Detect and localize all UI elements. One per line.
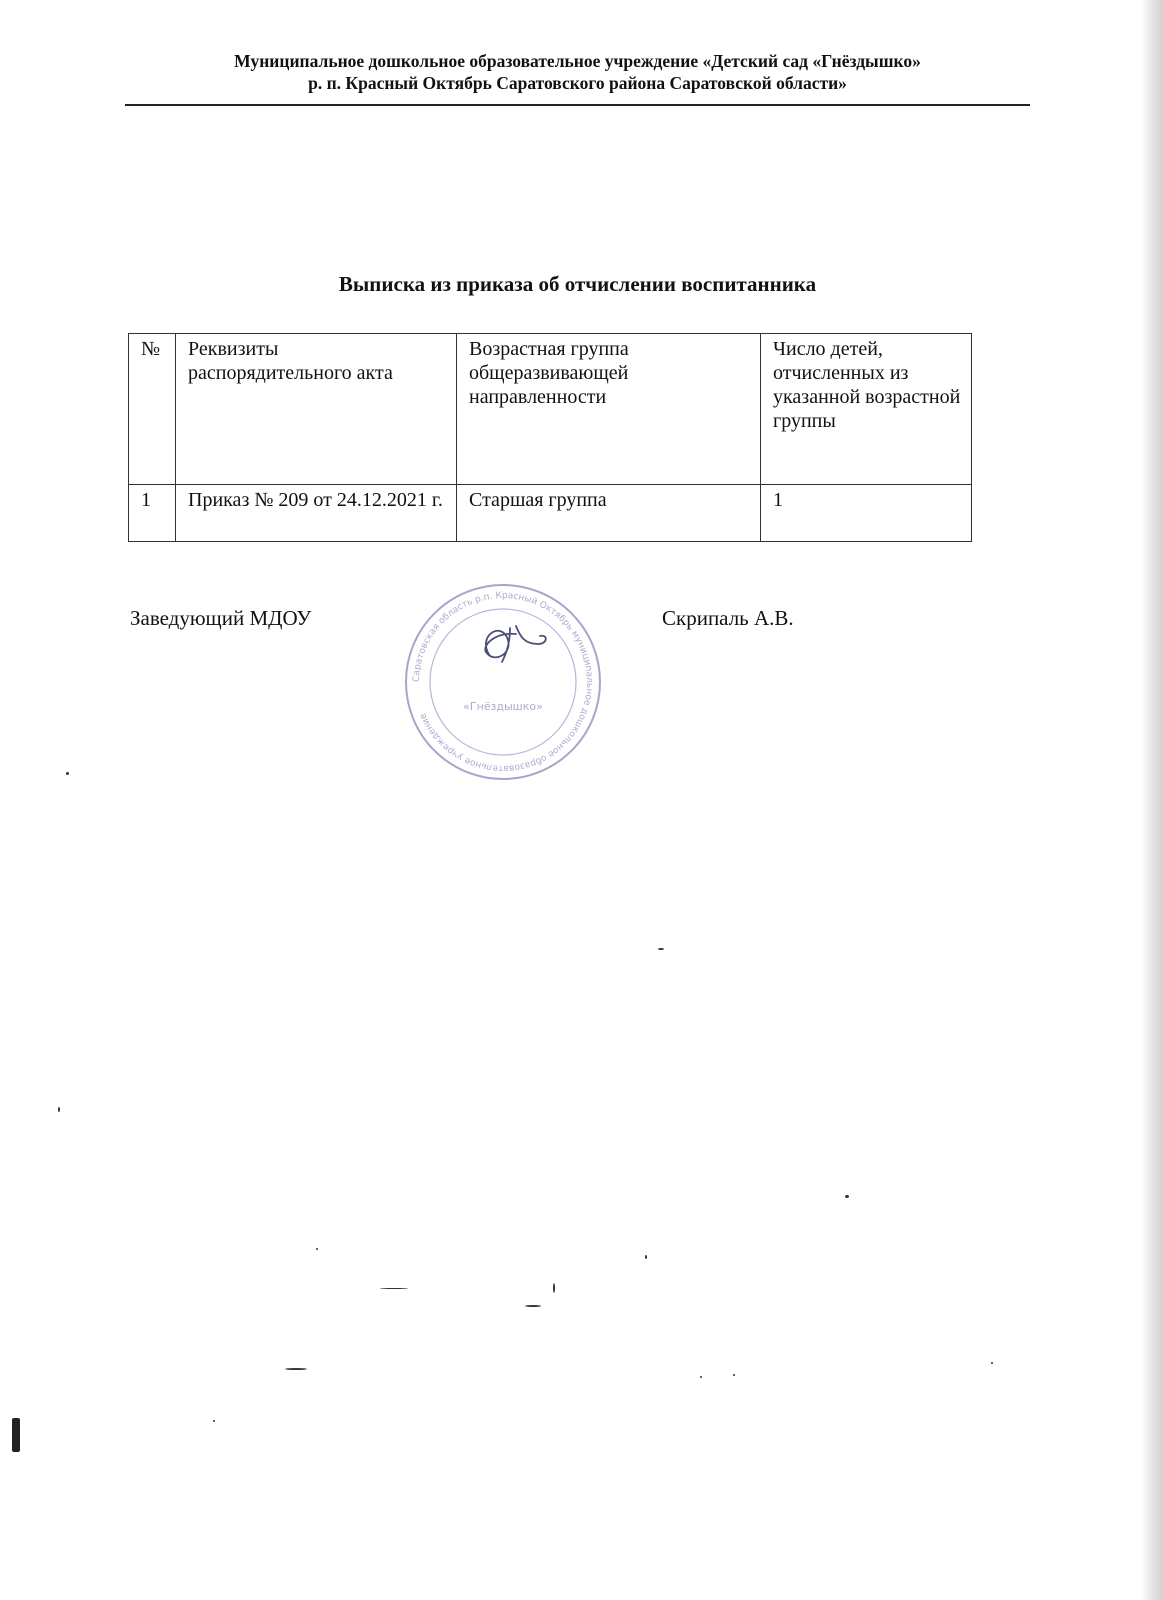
- header-line-1: Муниципальное дошкольное образовательное учреждение «Детский сад «Гнёздышко»: [234, 51, 921, 71]
- scan-speck: [733, 1374, 735, 1376]
- stamp-ring-text: Саратовская область р.п. Красный Октябрь муниципальное дошкольное образовательное учреждение: [411, 590, 595, 774]
- scan-speck: [645, 1255, 647, 1259]
- signatory-role: Заведующий МДОУ: [130, 606, 312, 630]
- document-title: Выписка из приказа об отчислении воспитанника: [338, 272, 817, 296]
- institution-header: [125, 50, 1030, 94]
- scan-edge-shadow: [1141, 0, 1163, 1600]
- cell-count: 1: [761, 485, 972, 542]
- scan-speck: [66, 772, 69, 775]
- table-header-row: [129, 334, 972, 485]
- scan-speck: [658, 948, 664, 950]
- header-cell-number: №: [129, 334, 176, 485]
- header-cell-count: Число детей, отчисленных из указанной возрастной группы: [761, 334, 972, 485]
- header-line-2: р. п. Красный Октябрь Саратовского района Саратовской области»: [308, 73, 847, 93]
- header-cell-group: Возрастная группа общеразвивающей направленности: [457, 334, 761, 485]
- header-cell-act: Реквизиты распорядительного акта: [176, 334, 457, 485]
- scan-speck: [553, 1283, 555, 1293]
- official-stamp: [398, 582, 608, 782]
- scan-speck: [285, 1368, 307, 1370]
- scan-speck: [700, 1376, 702, 1378]
- handwritten-signature: [485, 626, 546, 662]
- scan-speck: [845, 1195, 849, 1198]
- stamp-center-text: «Гнёздышко»: [463, 700, 543, 713]
- scan-speck: [316, 1248, 318, 1250]
- cell-act: Приказ № 209 от 24.12.2021 г.: [176, 485, 457, 542]
- cell-number: 1: [129, 485, 176, 542]
- order-table: [128, 333, 972, 542]
- cell-group: Старшая группа: [457, 485, 761, 542]
- table-row: [129, 485, 972, 542]
- scan-speck: [58, 1107, 60, 1112]
- header-divider: [125, 104, 1030, 106]
- scan-speck: [213, 1420, 215, 1422]
- scan-speck: [380, 1288, 408, 1289]
- signatory-name: Скрипаль А.В.: [662, 606, 794, 630]
- scan-speck: [525, 1305, 541, 1307]
- scan-speck: [991, 1362, 993, 1364]
- scan-margin-mark: [12, 1418, 20, 1452]
